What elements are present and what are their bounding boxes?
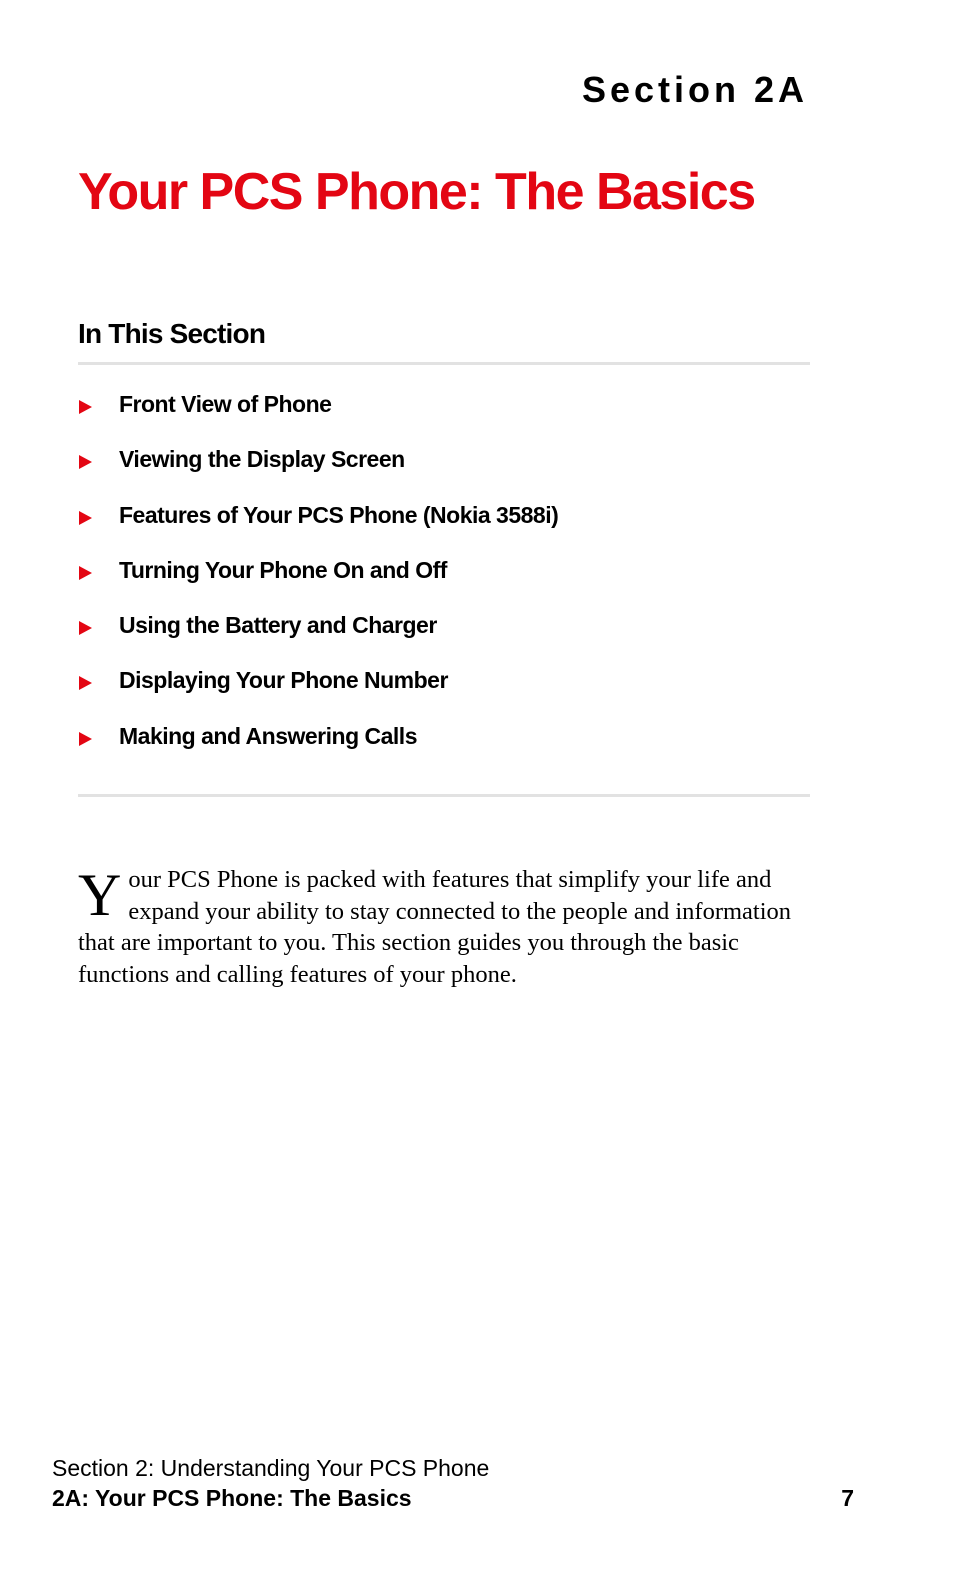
toc-item bbox=[78, 494, 558, 549]
toc-item bbox=[78, 659, 558, 714]
footer-chapter-title: 2A: Your PCS Phone: The Basics bbox=[52, 1485, 412, 1511]
toc-item bbox=[78, 383, 558, 438]
intro-text: our PCS Phone is packed with features that simplify your life and expand your ability to stay connected to the people and information that are important to you. This section guides you through the basic functions and calling features of your phone. bbox=[78, 866, 792, 988]
toc-item-label: Features of Your PCS Phone (Nokia 3588i) bbox=[119, 501, 559, 528]
toc-item bbox=[78, 604, 558, 659]
toc-item-label: Using the Battery and Charger bbox=[119, 612, 437, 639]
footer-section-title: Section 2: Understanding Your PCS Phone bbox=[52, 1455, 490, 1481]
drop-cap: Y bbox=[78, 862, 122, 928]
arrow-bullet-icon bbox=[79, 621, 92, 635]
arrow-bullet-icon bbox=[79, 732, 92, 746]
intro-paragraph bbox=[78, 864, 813, 990]
toc-list bbox=[78, 383, 558, 770]
arrow-bullet-icon bbox=[79, 400, 92, 414]
toc-item bbox=[78, 438, 558, 493]
divider-bottom bbox=[78, 794, 810, 797]
page-number: 7 bbox=[841, 1485, 854, 1511]
chapter-title: Your PCS Phone: The Basics bbox=[78, 163, 755, 221]
toc-item-label: Making and Answering Calls bbox=[119, 722, 417, 749]
arrow-bullet-icon bbox=[79, 566, 92, 580]
toc-item-label: Displaying Your Phone Number bbox=[119, 667, 448, 694]
toc-item-label: Turning Your Phone On and Off bbox=[119, 556, 447, 583]
arrow-bullet-icon bbox=[79, 676, 92, 690]
toc-heading: In This Section bbox=[78, 318, 266, 349]
toc-item-label: Viewing the Display Screen bbox=[119, 446, 405, 473]
toc-item bbox=[78, 715, 558, 770]
arrow-bullet-icon bbox=[79, 455, 92, 469]
divider-top bbox=[78, 362, 810, 365]
toc-item-label: Front View of Phone bbox=[119, 391, 332, 417]
section-label: Section 2A bbox=[581, 69, 808, 110]
toc-item bbox=[78, 549, 558, 604]
arrow-bullet-icon bbox=[79, 511, 92, 525]
